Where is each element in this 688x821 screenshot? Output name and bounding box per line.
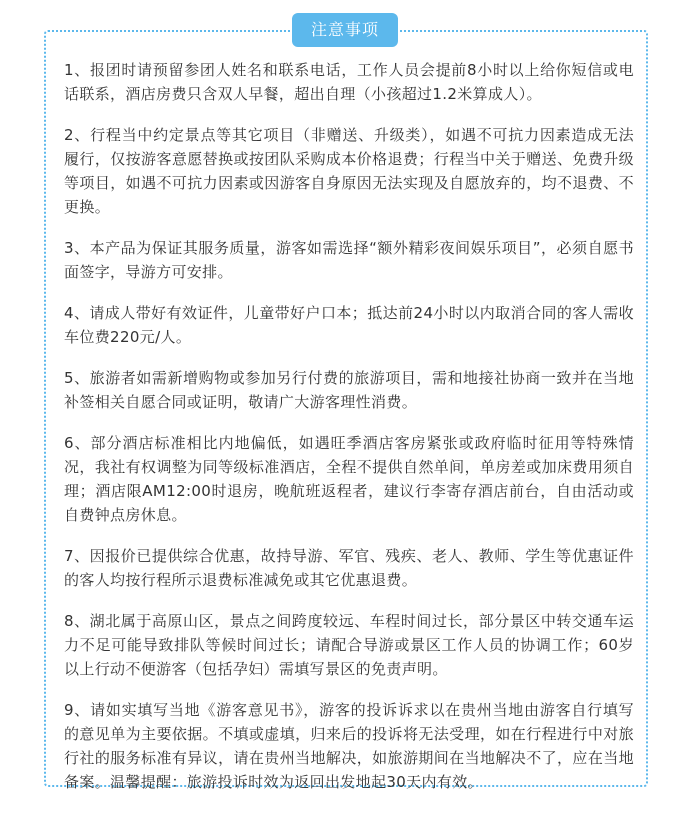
note-item-7 — [64, 544, 634, 592]
note-text: 9、请如实填写当地《游客意见书》，游客的投诉诉求以在贵州当地由游客自行填写的意见单为主要依据。不填或虚填，归来后的投诉将无法受理，如在行程进行中对旅行社的服务标准有异议，请在贵州当地解决，如旅游期间在当地解决不了，应在当地备案。温馨提醒：旅游投诉时效为返回出发地起30天内有效。 — [64, 701, 634, 791]
note-item-1 — [64, 58, 634, 106]
note-item-6 — [64, 431, 634, 527]
note-text: 7、因报价已提供综合优惠，故持导游、军官、残疾、老人、教师、学生等优惠证件的客人均按行程所示退费标准减免或其它优惠退费。 — [64, 547, 634, 589]
note-text: 3、本产品为保证其服务质量，游客如需选择“额外精彩夜间娱乐项目”，必须自愿书面签字，导游方可安排。 — [64, 239, 634, 281]
note-item-9 — [64, 698, 634, 794]
note-text: 4、请成人带好有效证件，儿童带好户口本；抵达前24小时以内取消合同的客人需收车位费220元/人。 — [64, 304, 634, 346]
note-item-2 — [64, 123, 634, 219]
page-title: 注意事项 — [292, 13, 398, 47]
notes-list — [64, 58, 634, 811]
note-item-8 — [64, 609, 634, 681]
note-text: 1、报团时请预留参团人姓名和联系电话，工作人员会提前8小时以上给你短信或电话联系，酒店房费只含双人早餐，超出自理（小孩超过1.2米算成人）。 — [64, 61, 634, 103]
note-item-4 — [64, 301, 634, 349]
note-text: 5、旅游者如需新增购物或参加另行付费的旅游项目，需和地接社协商一致并在当地补签相关自愿合同或证明，敬请广大游客理性消费。 — [64, 369, 634, 411]
note-text: 8、湖北属于高原山区，景点之间跨度较远、车程时间过长，部分景区中转交通车运力不足可能导致排队等候时间过长；请配合导游或景区工作人员的协调工作；60岁以上行动不便游客（包括孕妇）需填写景区的免责声明。 — [64, 612, 634, 678]
note-text: 6、部分酒店标准相比内地偏低，如遇旺季酒店客房紧张或政府临时征用等特殊情况，我社有权调整为同等级标准酒店，全程不提供自然单间，单房差或加床费用须自理；酒店限AM12:00时退房，晚航班返程者，建议行李寄存酒店前台，自由活动或自费钟点房休息。 — [64, 434, 634, 524]
note-text: 2、行程当中约定景点等其它项目（非赠送、升级类），如遇不可抗力因素造成无法履行，仅按游客意愿替换或按团队采购成本价格退费；行程当中关于赠送、免费升级等项目，如遇不可抗力因素或因游客自身原因无法实现及自愿放弃的，均不退费、不更换。 — [64, 126, 634, 216]
note-item-5 — [64, 366, 634, 414]
note-item-3 — [64, 236, 634, 284]
